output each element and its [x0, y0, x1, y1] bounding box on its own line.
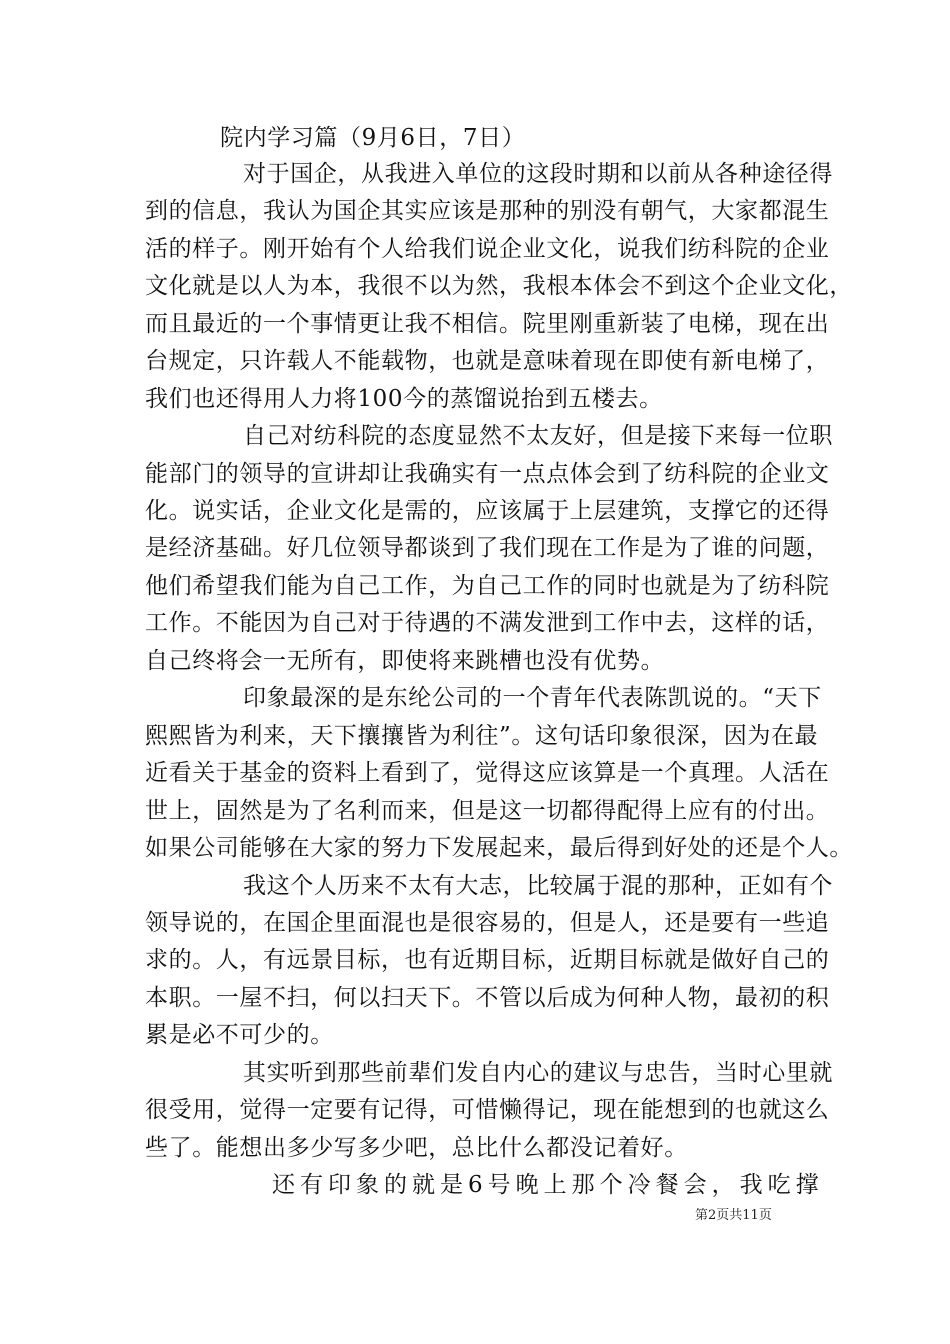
page-number-footer: 第2页共11页	[695, 1208, 772, 1223]
paragraph-line: 求的。人，有远景目标，也有近期目标，近期目标就是做好自己的	[145, 947, 830, 973]
paragraph-line: 化。说实话，企业文化是需的，应该属于上层建筑，支撑它的还得	[145, 498, 830, 524]
paragraph-line: 我们也还得用人力将100今的蒸馏说抬到五楼去。	[145, 386, 663, 412]
paragraph-line: 很受用，觉得一定要有记得，可惜懒得记，现在能想到的也就这么	[145, 1097, 830, 1123]
paragraph-line: 对于国企，从我进入单位的这段时期和以前从各种途径得	[243, 161, 833, 187]
paragraph-line: 能部门的领导的宣讲却让我确实有一点点体会到了纺科院的企业文	[145, 461, 830, 487]
paragraph-line: 领导说的，在国企里面混也是很容易的，但是人，还是要有一些追	[145, 910, 830, 936]
paragraph-line: 熙熙皆为利来，天下攘攘皆为利往”。这句话印象很深，因为在最	[145, 723, 819, 749]
paragraph-line: 其实听到那些前辈们发自内心的建议与忠告，当时心里就	[243, 1060, 833, 1086]
paragraph-line: 他们希望我们能为自己工作，为自己工作的同时也就是为了纺科院	[145, 573, 830, 599]
paragraph-line: 还有印象的就是6号晚上那个冷餐会，我吃撑	[272, 1172, 824, 1198]
paragraph-line: 文化就是以人为本，我很不以为然，我根本体会不到这个企业文化，	[145, 273, 853, 299]
paragraph-line: 如果公司能够在大家的努力下发展起来，最后得到好处的还是个人。	[145, 835, 853, 861]
paragraph-line: 本职。一屋不扫，何以扫天下。不管以后成为何种人物，最初的积	[145, 985, 830, 1011]
paragraph-line: 近看关于基金的资料上看到了，觉得这应该算是一个真理。人活在	[145, 760, 830, 786]
paragraph-line: 到的信息，我认为国企其实应该是那种的别没有朝气，大家都混生	[145, 198, 830, 224]
paragraph-line: 自己对纺科院的态度显然不太友好，但是接下来每一位职	[243, 423, 833, 449]
paragraph-line: 世上，固然是为了名利而来，但是这一切都得配得上应有的付出。	[145, 798, 830, 824]
paragraph-line: 印象最深的是东纶公司的一个青年代表陈凯说的。“天下	[243, 685, 822, 711]
paragraph-line: 些了。能想出多少写多少吧，总比什么都没记着好。	[145, 1135, 688, 1161]
paragraph-line: 我这个人历来不太有大志，比较属于混的那种，正如有个	[243, 873, 833, 899]
paragraph-line: 台规定，只许载人不能载物，也就是意味着现在即使有新电梯了，	[145, 348, 830, 374]
paragraph-line: 累是必不可少的。	[145, 1022, 334, 1048]
paragraph-line: 而且最近的一个事情更让我不相信。院里刚重新装了电梯，现在出	[145, 311, 830, 337]
document-title: 院内学习篇（9月6日，7日）	[220, 125, 526, 151]
paragraph-line: 自己终将会一无所有，即使将来跳槽也没有优势。	[145, 648, 665, 674]
paragraph-line: 工作。不能因为自己对于待遇的不满发泄到工作中去，这样的话，	[145, 610, 830, 636]
paragraph-line: 活的样子。刚开始有个人给我们说企业文化，说我们纺科院的企业	[145, 236, 830, 262]
paragraph-line: 是经济基础。好几位领导都谈到了我们现在工作是为了谁的问题，	[145, 535, 830, 561]
